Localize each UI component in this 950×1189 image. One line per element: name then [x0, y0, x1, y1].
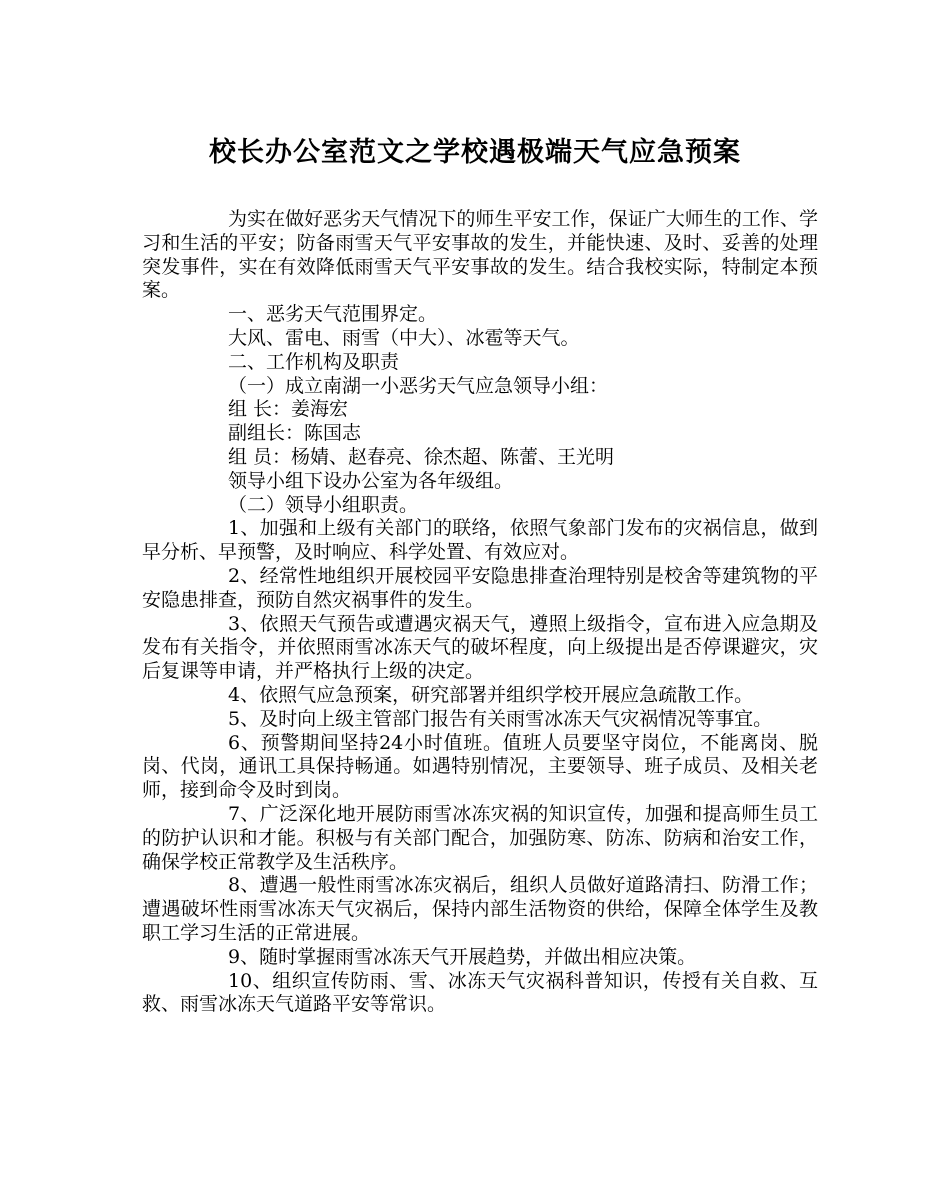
duty-item: 3、依照天气预告或遭遇灾祸天气，遵照上级指令，宣布进入应急期及发布有关指令，并依照雨雪冰冻天气的破坏程度，向上级提出是否停课避灾，灾后复课等申请，并严格执行上级的决定。: [142, 612, 818, 683]
duty-item: 6、预警期间坚持24小时值班。值班人员要坚守岗位，不能离岗、脱岗、代岗，通讯工具保持畅通。如遇特别情况，主要领导、班子成员、及相关老师，接到命令及时到岗。: [142, 731, 818, 802]
section-heading: 二、工作机构及职责: [228, 350, 400, 373]
document-title: 校长办公室范文之学校遇极端天气应急预案: [209, 137, 741, 168]
member-line: 副组长：陈国志: [228, 422, 362, 445]
body-line: 领导小组下设办公室为各年级组。: [228, 469, 514, 492]
intro-paragraph: 为实在做好恶劣天气情况下的师生平安工作，保证广大师生的工作、学习和生活的平安；防备雨雪天气平安事故的发生，并能快速、及时、妥善的处理突发事件，实在有效降低雨雪天气平安事故的发生。结合我校实际，特制定本预案。: [142, 208, 818, 302]
section-heading: 一、恶劣天气范围界定。: [228, 303, 438, 326]
duty-item: 9、随时掌握雨雪冰冻天气开展趋势，并做出相应决策。: [228, 945, 697, 968]
duty-item: 5、及时向上级主管部门报告有关雨雪冰冻天气灾祸情况等事宜。: [228, 707, 773, 730]
member-line: 组 长：姜海宏: [228, 398, 349, 421]
body-line: 大风、雷电、雨雪（中大）、冰雹等天气。: [228, 326, 580, 349]
subsection-heading: （一）成立南湖一小恶劣天气应急领导小组：: [228, 374, 609, 397]
duty-item: 8、遭遇一般性雨雪冰冻灾祸后，组织人员做好道路清扫、防滑工作；遭遇破坏性雨雪冰冻天气灾祸后，保持内部生活物资的供给，保障全体学生及教职工学习生活的正常进展。: [142, 874, 818, 944]
subsection-heading: （二）领导小组职责。: [228, 493, 419, 516]
member-line: 组 员：杨婧、赵春亮、徐杰超、陈蕾、王光明: [228, 445, 615, 468]
duty-item: 4、依照气应急预案，研究部署并组织学校开展应急疏散工作。: [228, 683, 754, 706]
duty-item: 7、广泛深化地开展防雨雪冰冻灾祸的知识宣传，加强和提高师生员工的防护认识和才能。积极与有关部门配合，加强防寒、防冻、防病和治安工作，确保学校正常教学及生活秩序。: [142, 802, 818, 873]
document-body: [142, 208, 818, 1017]
duty-item: 1、加强和上级有关部门的联络，依照气象部门发布的灾祸信息，做到早分析、早预警，及时响应、科学处置、有效应对。: [142, 517, 818, 564]
duty-item: 2、经常性地组织开展校园平安隐患排查治理特别是校舍等建筑物的平安隐患排查，预防自然灾祸事件的发生。: [142, 564, 818, 611]
duty-item: 10、组织宣传防雨、雪、冰冻天气灾祸科普知识，传授有关自救、互救、雨雪冰冻天气道路平安等常识。: [142, 969, 818, 1016]
